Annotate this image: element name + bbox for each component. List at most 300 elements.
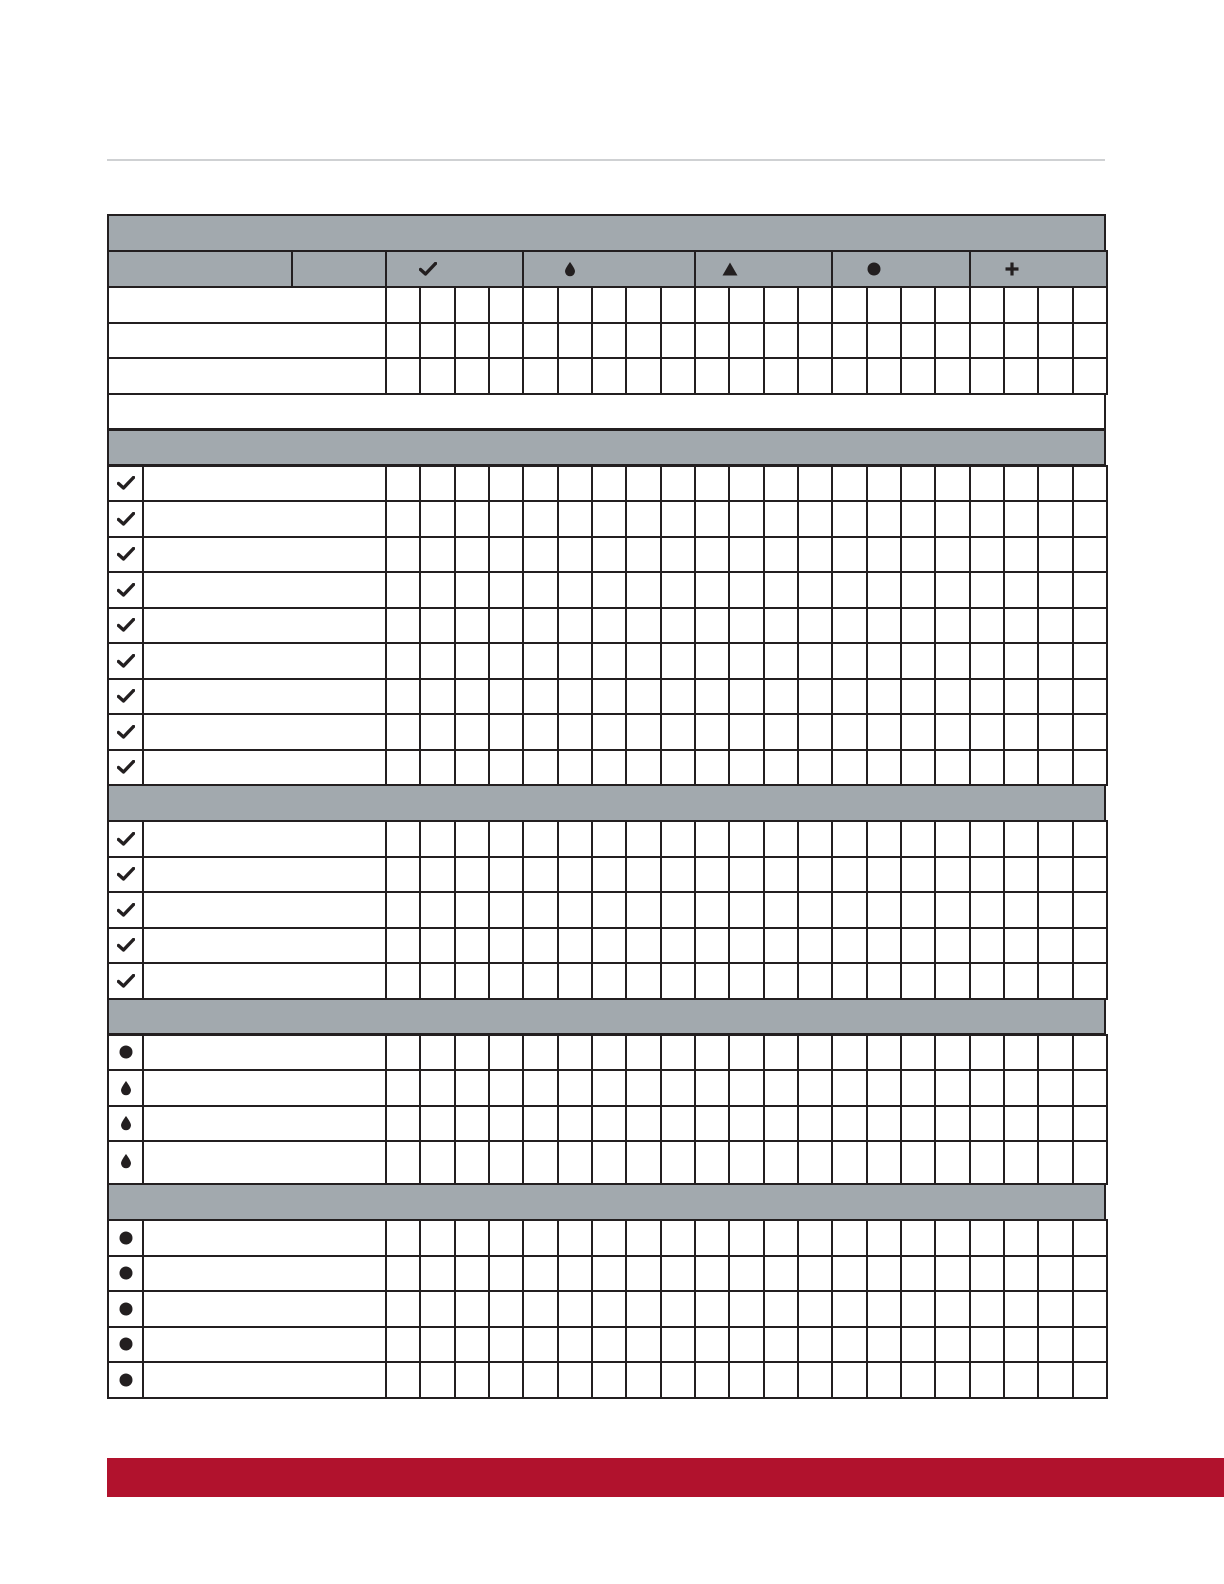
section-2-row-3-cell bbox=[797, 891, 833, 929]
row-label-cell bbox=[142, 500, 387, 538]
section-3-row-3-cell bbox=[763, 1105, 799, 1143]
section-1-row-4-cell bbox=[557, 571, 593, 609]
row-label-cell bbox=[142, 1255, 387, 1293]
section-1-row-9-cell bbox=[934, 749, 970, 787]
info-row-3-cell bbox=[385, 357, 421, 395]
section-1-row-1-cell bbox=[557, 465, 593, 503]
section-3-row-1-cell bbox=[900, 1034, 936, 1072]
section-1-row-3-cell bbox=[1003, 536, 1039, 574]
section-3-row-1-cell bbox=[488, 1034, 524, 1072]
info-row-2-cell bbox=[1003, 322, 1039, 360]
section-4-row-2-cell bbox=[797, 1255, 833, 1293]
header-unit-cell bbox=[291, 250, 387, 288]
section-4-row-5-cell bbox=[454, 1361, 490, 1399]
row-label-cell bbox=[142, 962, 387, 1000]
section-1-row-6-cell bbox=[419, 642, 455, 680]
row-label-cell bbox=[142, 1219, 387, 1257]
section-2-row-4-cell bbox=[797, 927, 833, 965]
info-row-1-cell bbox=[488, 286, 524, 324]
section-4-row-4-cell bbox=[900, 1326, 936, 1364]
section-4-row-4-cell bbox=[625, 1326, 661, 1364]
section-1-row-7-cell bbox=[385, 678, 421, 716]
section-3-row-3-cell bbox=[557, 1105, 593, 1143]
section-1-row-5-cell bbox=[625, 607, 661, 645]
section-2-row-1-cell bbox=[385, 820, 421, 858]
row-checkmark-icon bbox=[117, 618, 135, 632]
header-group-5 bbox=[969, 250, 1108, 288]
row-label-cell bbox=[142, 927, 387, 965]
info-row-3-cell bbox=[728, 357, 764, 395]
section-2-row-3-cell bbox=[763, 891, 799, 929]
section-1-row-5-cell bbox=[488, 607, 524, 645]
row-checkmark-icon bbox=[117, 583, 135, 597]
header-triangle-icon bbox=[722, 262, 738, 276]
section-2-row-1-cell bbox=[934, 820, 970, 858]
section-band-3 bbox=[107, 998, 1106, 1036]
section-1-row-3-cell bbox=[934, 536, 970, 574]
section-2-row-1-cell bbox=[591, 820, 627, 858]
section-1-row-9-cell bbox=[454, 749, 490, 787]
row-checkmark-icon bbox=[117, 760, 135, 774]
section-2-row-4-cell bbox=[660, 927, 696, 965]
section-2-row-5-cell bbox=[625, 962, 661, 1000]
info-row-2-cell bbox=[797, 322, 833, 360]
info-row-3-cell bbox=[1072, 357, 1108, 395]
section-2-row-4-cell bbox=[900, 927, 936, 965]
section-1-row-6-cell bbox=[1037, 642, 1073, 680]
section-4-row-3-cell bbox=[625, 1290, 661, 1328]
info-row-3-cell bbox=[763, 357, 799, 395]
info-row-3-cell bbox=[488, 357, 524, 395]
section-4-row-2-cell bbox=[900, 1255, 936, 1293]
info-row-2-cell bbox=[934, 322, 970, 360]
section-1-row-9-cell bbox=[557, 749, 593, 787]
section-1-row-3-cell bbox=[385, 536, 421, 574]
section-2-row-2-cell bbox=[454, 856, 490, 894]
section-2-row-4-cell bbox=[763, 927, 799, 965]
section-3-row-3-cell bbox=[969, 1105, 1005, 1143]
section-3-row-2-cell bbox=[591, 1069, 627, 1107]
info-row-2-cell bbox=[900, 322, 936, 360]
section-4-row-4-cell bbox=[866, 1326, 902, 1364]
section-1-row-2-cell bbox=[694, 500, 730, 538]
section-1-row-3-cell bbox=[1037, 536, 1073, 574]
section-3-row-4-cell bbox=[557, 1140, 593, 1185]
section-3-row-2-cell bbox=[694, 1069, 730, 1107]
section-1-row-8-cell bbox=[763, 713, 799, 751]
section-4-row-2-cell bbox=[1072, 1255, 1108, 1293]
info-label-cell bbox=[107, 286, 387, 324]
section-4-row-3-cell bbox=[488, 1290, 524, 1328]
section-1-row-8-cell bbox=[1003, 713, 1039, 751]
section-2-row-2-cell bbox=[625, 856, 661, 894]
section-2-row-1-cell bbox=[1003, 820, 1039, 858]
section-4-row-3-cell bbox=[1037, 1290, 1073, 1328]
section-1-row-7-cell bbox=[557, 678, 593, 716]
section-3-row-2-cell bbox=[831, 1069, 867, 1107]
section-1-row-3-cell bbox=[522, 536, 558, 574]
section-1-row-4-cell bbox=[866, 571, 902, 609]
section-1-row-2-cell bbox=[522, 500, 558, 538]
section-3-row-3-cell bbox=[934, 1105, 970, 1143]
section-2-row-3-cell bbox=[522, 891, 558, 929]
section-3-row-3-cell bbox=[488, 1105, 524, 1143]
section-1-row-7-cell bbox=[900, 678, 936, 716]
section-4-row-5-cell bbox=[694, 1361, 730, 1399]
section-1-row-5-cell bbox=[454, 607, 490, 645]
info-row-1-cell bbox=[1072, 286, 1108, 324]
section-1-row-2-cell bbox=[591, 500, 627, 538]
info-row-2-cell bbox=[728, 322, 764, 360]
section-3-row-4-cell bbox=[1037, 1140, 1073, 1185]
section-4-row-5-cell bbox=[557, 1361, 593, 1399]
section-2-row-3-cell bbox=[557, 891, 593, 929]
section-2-row-1-cell bbox=[763, 820, 799, 858]
section-1-row-2-cell bbox=[1037, 500, 1073, 538]
section-1-row-7-cell bbox=[419, 678, 455, 716]
row-drop-icon bbox=[120, 1080, 132, 1095]
section-3-row-4-cell bbox=[728, 1140, 764, 1185]
section-2-row-4-cell bbox=[454, 927, 490, 965]
section-1-row-8-cell bbox=[1072, 713, 1108, 751]
section-1-row-8-cell bbox=[934, 713, 970, 751]
info-row-3-cell bbox=[900, 357, 936, 395]
section-2-row-1-cell bbox=[694, 820, 730, 858]
section-4-row-5-cell bbox=[625, 1361, 661, 1399]
section-4-row-4-cell bbox=[419, 1326, 455, 1364]
section-2-row-2-cell bbox=[557, 856, 593, 894]
info-row-1-cell bbox=[419, 286, 455, 324]
info-row-2-cell bbox=[419, 322, 455, 360]
section-4-row-3-cell bbox=[969, 1290, 1005, 1328]
info-row-3-cell bbox=[557, 357, 593, 395]
row-checkmark-icon bbox=[117, 725, 135, 739]
section-2-row-5-cell bbox=[728, 962, 764, 1000]
section-3-row-1-cell bbox=[694, 1034, 730, 1072]
section-1-row-6-cell bbox=[900, 642, 936, 680]
section-3-row-3-cell bbox=[1072, 1105, 1108, 1143]
section-2-row-1-cell bbox=[557, 820, 593, 858]
section-1-row-3-cell bbox=[591, 536, 627, 574]
info-row-2-cell bbox=[660, 322, 696, 360]
section-4-row-1-cell bbox=[1003, 1219, 1039, 1257]
row-checkmark-icon bbox=[117, 689, 135, 703]
row-label-cell bbox=[142, 1140, 387, 1185]
section-2-row-5-cell bbox=[866, 962, 902, 1000]
section-1-row-6-cell bbox=[694, 642, 730, 680]
section-3-row-1-cell bbox=[831, 1034, 867, 1072]
section-2-row-4-cell bbox=[522, 927, 558, 965]
section-1-row-8-cell bbox=[866, 713, 902, 751]
section-4-row-1-cell bbox=[969, 1219, 1005, 1257]
section-3-row-3-cell bbox=[1037, 1105, 1073, 1143]
section-1-row-4-cell bbox=[763, 571, 799, 609]
section-1-row-7-cell bbox=[625, 678, 661, 716]
section-4-row-2-cell bbox=[488, 1255, 524, 1293]
section-2-row-4-cell bbox=[831, 927, 867, 965]
info-row-1-cell bbox=[557, 286, 593, 324]
section-1-row-3-cell bbox=[660, 536, 696, 574]
section-3-row-4-cell bbox=[385, 1140, 421, 1185]
section-1-row-7-cell bbox=[934, 678, 970, 716]
section-4-row-5-cell bbox=[900, 1361, 936, 1399]
section-3-row-4-cell bbox=[866, 1140, 902, 1185]
section-1-row-4-cell bbox=[969, 571, 1005, 609]
row-label-cell bbox=[142, 713, 387, 751]
section-3-row-1-cell bbox=[625, 1034, 661, 1072]
section-1-row-2-cell bbox=[454, 500, 490, 538]
section-3-row-3-cell bbox=[1003, 1105, 1039, 1143]
section-4-row-4-cell bbox=[763, 1326, 799, 1364]
section-1-row-7-cell bbox=[831, 678, 867, 716]
section-4-row-2-cell bbox=[1003, 1255, 1039, 1293]
section-2-row-4-cell bbox=[385, 927, 421, 965]
info-row-1-cell bbox=[969, 286, 1005, 324]
section-4-row-2-cell bbox=[763, 1255, 799, 1293]
section-3-row-3-cell bbox=[900, 1105, 936, 1143]
row-label-cell bbox=[142, 642, 387, 680]
section-2-row-5-cell bbox=[694, 962, 730, 1000]
section-2-row-1-cell bbox=[1037, 820, 1073, 858]
info-row-1-cell bbox=[660, 286, 696, 324]
section-4-row-2-cell bbox=[419, 1255, 455, 1293]
section-1-row-8-cell bbox=[660, 713, 696, 751]
section-4-row-2-cell bbox=[831, 1255, 867, 1293]
section-2-row-4-cell bbox=[488, 927, 524, 965]
section-1-row-3-cell bbox=[557, 536, 593, 574]
section-1-row-9-cell bbox=[1072, 749, 1108, 787]
info-row-1-cell bbox=[900, 286, 936, 324]
section-2-row-1-cell bbox=[831, 820, 867, 858]
section-1-row-1-cell bbox=[900, 465, 936, 503]
section-3-row-1-cell bbox=[728, 1034, 764, 1072]
section-1-row-5-cell bbox=[969, 607, 1005, 645]
header-drop-icon bbox=[564, 261, 576, 276]
section-2-row-5-cell bbox=[385, 962, 421, 1000]
section-2-row-4-cell bbox=[728, 927, 764, 965]
info-row-2-cell bbox=[1037, 322, 1073, 360]
section-3-row-2-cell bbox=[1003, 1069, 1039, 1107]
section-1-row-7-cell bbox=[728, 678, 764, 716]
row-circle-icon bbox=[118, 1301, 133, 1316]
section-1-row-8-cell bbox=[488, 713, 524, 751]
row-checkmark-icon bbox=[117, 974, 135, 988]
section-4-row-3-cell bbox=[1072, 1290, 1108, 1328]
section-2-row-5-cell bbox=[831, 962, 867, 1000]
info-row-1-cell bbox=[1003, 286, 1039, 324]
section-2-row-1-cell bbox=[900, 820, 936, 858]
section-1-row-7-cell bbox=[797, 678, 833, 716]
section-3-row-4-cell bbox=[625, 1140, 661, 1185]
section-3-row-4-cell bbox=[1003, 1140, 1039, 1185]
section-4-row-3-cell bbox=[660, 1290, 696, 1328]
section-4-row-1-cell bbox=[763, 1219, 799, 1257]
section-4-row-5-cell bbox=[934, 1361, 970, 1399]
section-1-row-5-cell bbox=[557, 607, 593, 645]
section-1-row-5-cell bbox=[694, 607, 730, 645]
section-4-row-3-cell bbox=[934, 1290, 970, 1328]
section-2-row-2-cell bbox=[1037, 856, 1073, 894]
section-2-row-3-cell bbox=[385, 891, 421, 929]
header-plus-icon bbox=[1004, 261, 1019, 276]
section-4-row-1-cell bbox=[419, 1219, 455, 1257]
info-row-3-cell bbox=[797, 357, 833, 395]
row-circle-icon bbox=[118, 1266, 133, 1281]
section-4-row-5-cell bbox=[969, 1361, 1005, 1399]
section-1-row-4-cell bbox=[419, 571, 455, 609]
row-circle-icon bbox=[118, 1337, 133, 1352]
info-row-3-cell bbox=[831, 357, 867, 395]
section-4-row-3-cell bbox=[419, 1290, 455, 1328]
section-3-row-1-cell bbox=[591, 1034, 627, 1072]
section-1-row-4-cell bbox=[625, 571, 661, 609]
section-3-row-3-cell bbox=[385, 1105, 421, 1143]
section-band-1 bbox=[107, 429, 1106, 467]
section-1-row-6-cell bbox=[969, 642, 1005, 680]
info-row-1-cell bbox=[934, 286, 970, 324]
section-1-row-1-cell bbox=[625, 465, 661, 503]
section-1-row-2-cell bbox=[385, 500, 421, 538]
section-1-row-8-cell bbox=[385, 713, 421, 751]
section-1-row-4-cell bbox=[1072, 571, 1108, 609]
section-1-row-7-cell bbox=[660, 678, 696, 716]
header-rule bbox=[107, 159, 1105, 161]
footer-accent-bar bbox=[107, 1458, 1224, 1497]
section-1-row-9-cell bbox=[969, 749, 1005, 787]
section-1-row-1-cell bbox=[1003, 465, 1039, 503]
section-1-row-1-cell bbox=[591, 465, 627, 503]
section-4-row-2-cell bbox=[522, 1255, 558, 1293]
section-1-row-9-cell bbox=[728, 749, 764, 787]
section-4-row-1-cell bbox=[557, 1219, 593, 1257]
section-1-row-1-cell bbox=[419, 465, 455, 503]
section-2-row-4-cell bbox=[1003, 927, 1039, 965]
section-1-row-4-cell bbox=[660, 571, 696, 609]
section-1-row-2-cell bbox=[625, 500, 661, 538]
section-3-row-3-cell bbox=[419, 1105, 455, 1143]
section-1-row-4-cell bbox=[591, 571, 627, 609]
section-1-row-8-cell bbox=[454, 713, 490, 751]
section-1-row-9-cell bbox=[763, 749, 799, 787]
section-4-row-1-cell bbox=[866, 1219, 902, 1257]
section-1-row-5-cell bbox=[797, 607, 833, 645]
section-4-row-4-cell bbox=[1037, 1326, 1073, 1364]
section-1-row-7-cell bbox=[866, 678, 902, 716]
section-4-row-3-cell bbox=[454, 1290, 490, 1328]
section-2-row-5-cell bbox=[522, 962, 558, 1000]
section-1-row-7-cell bbox=[763, 678, 799, 716]
header-label-cell bbox=[107, 250, 293, 288]
section-3-row-3-cell bbox=[866, 1105, 902, 1143]
section-3-row-1-cell bbox=[934, 1034, 970, 1072]
section-1-row-8-cell bbox=[557, 713, 593, 751]
section-1-row-6-cell bbox=[797, 642, 833, 680]
section-4-row-1-cell bbox=[522, 1219, 558, 1257]
section-1-row-4-cell bbox=[694, 571, 730, 609]
section-3-row-3-cell bbox=[591, 1105, 627, 1143]
section-2-row-2-cell bbox=[763, 856, 799, 894]
section-2-row-4-cell bbox=[866, 927, 902, 965]
section-2-row-3-cell bbox=[488, 891, 524, 929]
section-1-row-8-cell bbox=[625, 713, 661, 751]
section-1-row-7-cell bbox=[1037, 678, 1073, 716]
info-row-1-cell bbox=[831, 286, 867, 324]
info-row-3-cell bbox=[625, 357, 661, 395]
section-1-row-3-cell bbox=[488, 536, 524, 574]
section-1-row-6-cell bbox=[454, 642, 490, 680]
section-1-row-1-cell bbox=[488, 465, 524, 503]
section-3-row-2-cell bbox=[900, 1069, 936, 1107]
row-label-cell bbox=[142, 536, 387, 574]
info-row-3-cell bbox=[1037, 357, 1073, 395]
section-4-row-5-cell bbox=[419, 1361, 455, 1399]
section-3-row-1-cell bbox=[660, 1034, 696, 1072]
section-2-row-5-cell bbox=[934, 962, 970, 1000]
section-2-row-1-cell bbox=[488, 820, 524, 858]
section-3-row-2-cell bbox=[419, 1069, 455, 1107]
section-3-row-2-cell bbox=[488, 1069, 524, 1107]
row-circle-icon bbox=[118, 1045, 133, 1060]
row-label-cell bbox=[142, 1069, 387, 1107]
info-row-1-cell bbox=[385, 286, 421, 324]
section-4-row-4-cell bbox=[831, 1326, 867, 1364]
section-2-row-3-cell bbox=[419, 891, 455, 929]
section-1-row-2-cell bbox=[900, 500, 936, 538]
section-4-row-5-cell bbox=[866, 1361, 902, 1399]
section-2-row-2-cell bbox=[694, 856, 730, 894]
section-3-row-2-cell bbox=[797, 1069, 833, 1107]
section-1-row-1-cell bbox=[934, 465, 970, 503]
section-4-row-1-cell bbox=[1072, 1219, 1108, 1257]
section-3-row-1-cell bbox=[1072, 1034, 1108, 1072]
row-checkmark-icon bbox=[117, 476, 135, 490]
section-2-row-2-cell bbox=[522, 856, 558, 894]
section-3-row-2-cell bbox=[728, 1069, 764, 1107]
section-4-row-3-cell bbox=[831, 1290, 867, 1328]
section-1-row-1-cell bbox=[969, 465, 1005, 503]
section-2-row-2-cell bbox=[831, 856, 867, 894]
section-4-row-4-cell bbox=[522, 1326, 558, 1364]
section-4-row-5-cell bbox=[1037, 1361, 1073, 1399]
section-1-row-2-cell bbox=[557, 500, 593, 538]
row-label-cell bbox=[142, 749, 387, 787]
info-row-1-cell bbox=[797, 286, 833, 324]
info-row-2-cell bbox=[625, 322, 661, 360]
section-1-row-8-cell bbox=[591, 713, 627, 751]
section-2-row-2-cell bbox=[591, 856, 627, 894]
section-1-row-1-cell bbox=[831, 465, 867, 503]
section-2-row-3-cell bbox=[1072, 891, 1108, 929]
row-checkmark-icon bbox=[117, 938, 135, 952]
info-row-3-cell bbox=[969, 357, 1005, 395]
section-3-row-1-cell bbox=[1037, 1034, 1073, 1072]
section-4-row-1-cell bbox=[1037, 1219, 1073, 1257]
section-1-row-6-cell bbox=[831, 642, 867, 680]
section-1-row-5-cell bbox=[660, 607, 696, 645]
section-3-row-3-cell bbox=[522, 1105, 558, 1143]
section-1-row-5-cell bbox=[1003, 607, 1039, 645]
section-1-row-6-cell bbox=[1072, 642, 1108, 680]
section-3-row-2-cell bbox=[625, 1069, 661, 1107]
section-4-row-2-cell bbox=[694, 1255, 730, 1293]
section-2-row-1-cell bbox=[797, 820, 833, 858]
section-1-row-6-cell bbox=[385, 642, 421, 680]
section-4-row-5-cell bbox=[763, 1361, 799, 1399]
section-1-row-9-cell bbox=[591, 749, 627, 787]
section-2-row-3-cell bbox=[591, 891, 627, 929]
header-group-1 bbox=[385, 250, 524, 288]
info-row-1-cell bbox=[728, 286, 764, 324]
